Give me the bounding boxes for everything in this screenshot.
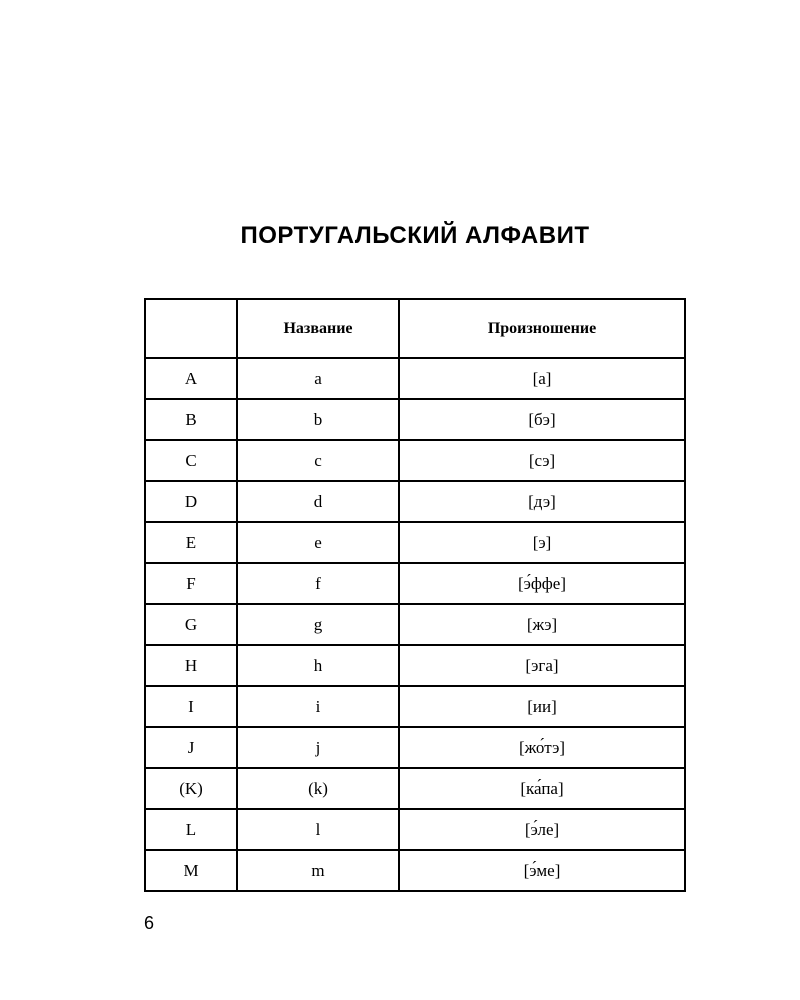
header-pronunciation: Произношение (399, 299, 685, 358)
table-row (145, 481, 685, 522)
name-cell: g (237, 604, 399, 645)
pronunciation-cell: [сэ] (399, 440, 685, 481)
name-cell: m (237, 850, 399, 891)
pronunciation-cell: [э́ле] (399, 809, 685, 850)
letter-cell: A (145, 358, 237, 399)
letter-cell: (K) (145, 768, 237, 809)
pronunciation-cell: [э́ффе] (399, 563, 685, 604)
pronunciation-cell: [ка́па] (399, 768, 685, 809)
pronunciation-cell: [а] (399, 358, 685, 399)
pronunciation-cell: [ии] (399, 686, 685, 727)
alphabet-table (144, 298, 686, 892)
table-row (145, 850, 685, 891)
table-row (145, 440, 685, 481)
name-cell: e (237, 522, 399, 563)
name-cell: c (237, 440, 399, 481)
name-cell: l (237, 809, 399, 850)
letter-cell: D (145, 481, 237, 522)
name-cell: h (237, 645, 399, 686)
table-row (145, 604, 685, 645)
table-row (145, 563, 685, 604)
table-row (145, 768, 685, 809)
name-cell: f (237, 563, 399, 604)
page-title: ПОРТУГАЛЬСКИЙ АЛФАВИТ (240, 222, 590, 249)
header-letter (145, 299, 237, 358)
page-number: 6 (144, 913, 155, 933)
header-name: Название (237, 299, 399, 358)
letter-cell: F (145, 563, 237, 604)
table-row (145, 727, 685, 768)
table-row (145, 809, 685, 850)
name-cell: j (237, 727, 399, 768)
name-cell: d (237, 481, 399, 522)
table-row (145, 645, 685, 686)
pronunciation-cell: [бэ] (399, 399, 685, 440)
pronunciation-cell: [э] (399, 522, 685, 563)
letter-cell: I (145, 686, 237, 727)
pronunciation-cell: [дэ] (399, 481, 685, 522)
name-cell: b (237, 399, 399, 440)
name-cell: i (237, 686, 399, 727)
letter-cell: M (145, 850, 237, 891)
pronunciation-cell: [э́ме] (399, 850, 685, 891)
letter-cell: C (145, 440, 237, 481)
name-cell: (k) (237, 768, 399, 809)
letter-cell: G (145, 604, 237, 645)
letter-cell: E (145, 522, 237, 563)
letter-cell: J (145, 727, 237, 768)
pronunciation-cell: [жо́тэ] (399, 727, 685, 768)
table-header-row (145, 299, 685, 358)
pronunciation-cell: [эга] (399, 645, 685, 686)
name-cell: a (237, 358, 399, 399)
letter-cell: B (145, 399, 237, 440)
table-row (145, 686, 685, 727)
table-row (145, 522, 685, 563)
pronunciation-cell: [жэ] (399, 604, 685, 645)
letter-cell: L (145, 809, 237, 850)
table-row (145, 399, 685, 440)
table-row (145, 358, 685, 399)
letter-cell: H (145, 645, 237, 686)
